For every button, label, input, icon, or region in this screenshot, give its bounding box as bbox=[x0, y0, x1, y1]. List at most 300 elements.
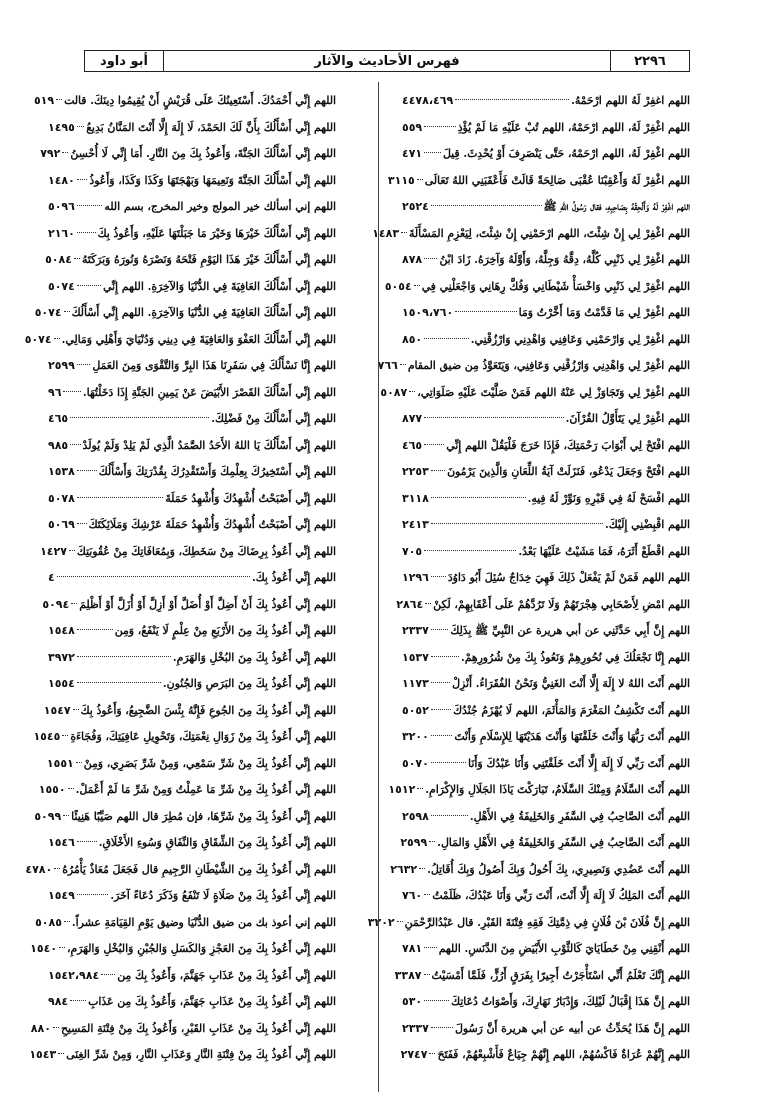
hadith-number: ٥٠٧٤ bbox=[48, 279, 75, 293]
index-entry bbox=[48, 989, 336, 1016]
dot-leader bbox=[63, 815, 69, 816]
hadith-number: ٧٩٢ bbox=[40, 147, 61, 160]
hadith-text: اللهم إِنِّي أَعُوذُ بِكَ مِنَ الشَّيْطَانِ الرَّجِيمِ قال فَجَعَلَ مُعَاذٌ يَأْمُرُهُ bbox=[62, 862, 336, 876]
hadith-number: ٥٠٥٢ bbox=[402, 703, 429, 717]
index-entry bbox=[402, 804, 690, 831]
dot-leader bbox=[77, 205, 103, 206]
hadith-text: اللهم إِنِّي أَعُوذُ بِكَ مِنْ عَذَابِ جَهَنَّمَ، وَأَعُوذُ بِكَ مِن عَذَابِ bbox=[88, 995, 336, 1008]
hadith-text: اللهم إِنِّي أَعُوذُ بِكَ مِنَ الشِّقَاقِ وَالنِّفَاقِ وَسُوءِ الأَخْلَاقِ. bbox=[98, 836, 336, 849]
hadith-text: اللهم إِنِّي أَسْأَلُكَ العَافِيَةَ فِي الدُّنْيَا وَالآخِرَةِ. اللهم إِنِّي أَسْأَلُكَ bbox=[71, 306, 336, 319]
hadith-text: اللهم إِنِّي أَعُوذُ بِكَ مِنَ البَرَصِ وَالجُنُونِ. bbox=[162, 677, 336, 690]
left-column bbox=[24, 88, 336, 1069]
hadith-text: اللهم أَنْتَ الصَّاحِبُ فِي السَّفَرِ وَالخَلِيفَةُ فِي الأَهْلِ. bbox=[469, 809, 690, 823]
dot-leader bbox=[414, 285, 420, 286]
dot-leader bbox=[77, 285, 101, 286]
index-entry bbox=[40, 141, 336, 168]
hadith-text: اللهم أَنْتَ المَلِكُ لَا إِلَهَ إِلَّا أَنْتَ، أَنْتَ رَبِّي وَأَنَا عَبْدُكَ، ظَلَمْتُ bbox=[432, 889, 690, 902]
hadith-text: اللهم إِنِّي أَسْأَلُكَ مِنْ فَضْلِكَ. bbox=[211, 412, 336, 425]
dot-leader bbox=[54, 338, 60, 339]
index-entry bbox=[402, 645, 690, 672]
hadith-number: ١٥٠٩،٧٦٠ bbox=[402, 306, 454, 319]
hadith-number: ٨٥٠ bbox=[402, 332, 423, 346]
hadith-number: ١٥٥٠ bbox=[38, 783, 66, 796]
dot-leader bbox=[431, 1027, 453, 1028]
hadith-text: اللهم إِنِّي أَعُوذُ بِكَ. bbox=[252, 571, 336, 584]
hadith-text: اللهم إِنِّي أَعُوذُ بِرِضَاكَ مِنْ سَخَطِكَ، وَبِمُعَافَاتِكَ مِنْ عُقُوبَتِكَ bbox=[76, 544, 336, 558]
dot-leader bbox=[424, 338, 469, 339]
dot-leader bbox=[59, 947, 65, 948]
index-entry bbox=[402, 512, 690, 539]
index-entry bbox=[402, 724, 690, 751]
hadith-number: ٤ bbox=[48, 571, 55, 584]
hadith-text: اللهم افْتَحْ وَجَعَلَ يَدْعُو، فَنَزَلَتْ آيَةُ اللِّعَانِ وَالَّذِينَ يَرْمُونَ bbox=[447, 465, 690, 478]
index-entry bbox=[48, 618, 336, 645]
hadith-number: ١٥٣٨ bbox=[48, 465, 75, 478]
index-entry bbox=[43, 698, 336, 725]
hadith-text: اللهم إِنِّي أَعُوذُ بِكَ مِنْ شَرِّ سَمْعِي، وَمِنْ شَرِّ بَصَرِي، وَمِنْ bbox=[83, 756, 336, 770]
hadith-number: ٥٠٦٩ bbox=[48, 518, 75, 531]
index-entry bbox=[388, 777, 690, 804]
hadith-number: ٢٢٥٣ bbox=[402, 465, 429, 478]
index-entry bbox=[402, 300, 690, 327]
dot-leader bbox=[431, 205, 542, 206]
dot-leader bbox=[429, 1053, 435, 1054]
dot-leader bbox=[431, 523, 603, 524]
hadith-number: ٢٥٢٤ bbox=[402, 200, 429, 213]
hadith-text: اللهم إِنِّي أَعُوذُ بِكَ مِنْ شَرِّ مَا عَمِلْتُ وَمِنْ شَرِّ مَا لَمْ أَعْمَلْ. bbox=[75, 783, 336, 796]
hadith-number: ٥٠٧٨ bbox=[48, 491, 75, 505]
dot-leader bbox=[77, 364, 91, 365]
index-entry bbox=[38, 777, 336, 804]
hadith-number: ٤٦٥ bbox=[402, 438, 423, 452]
hadith-text: اللهم إِنَّ أَبِي حَدَّثَنِي عن أبي هريرة عن النَّبِيِّ ﷺ بِذَلِكَ bbox=[450, 624, 690, 637]
hadith-text: اللهم إِنِّي أَعُوذُ بِكَ مِنَ الجُوعِ فَإِنَّهُ بِئْسَ الضَّجِيعُ، وَأَعُوذُ بِكَ bbox=[80, 703, 336, 717]
hadith-number: ٥٣٠ bbox=[402, 995, 423, 1008]
hadith-text: اللهم اغْفِرْ لِي ذَنْبِي كُلَّهُ، دِقَّهُ وَجِلَّهُ، وَأَوَّلَهُ وَآخِرَهُ. زَادَ ابْنُ bbox=[439, 253, 690, 266]
dot-leader bbox=[417, 788, 423, 789]
hadith-text: اللهم إِنِّي أَسْأَلُكَ خَيْرَهَا وَخَيْرَ مَا جَبَلْتَهَا عَلَيْهِ، وَأَعُوذُ بِكَ bbox=[97, 226, 336, 240]
dot-leader bbox=[431, 576, 446, 577]
index-entry bbox=[402, 327, 690, 354]
dot-leader bbox=[62, 152, 68, 153]
index-entry bbox=[40, 539, 336, 566]
hadith-number: ٢١٦٠ bbox=[48, 226, 75, 240]
hadith-text: اللهم إِنِّي أَعُوذُ بِكَ مِنْ عَذَابِ القَبْرِ، وَأَعُوذُ بِكَ مِنْ فِتْنَةِ المَسِيحِ bbox=[60, 1021, 336, 1035]
hadith-text: اللهم اغْفِرْ لِي ذَنْبِي وَاخْسَأْ شَيْطَانِي وَفُكَّ رِهَانِي وَاجْعَلْنِي فِي bbox=[421, 279, 690, 293]
hadith-number: ١٤٨٠ bbox=[48, 173, 75, 187]
hadith-number: ٢٨٦٤ bbox=[396, 597, 424, 611]
hadith-text: اللهم اللهم فَمَنْ لَمْ يَفْعَلْ ذَلِكَ فَهِيَ خِدَاجٌ سُئِلَ أَبُو دَاوُدَ bbox=[447, 571, 690, 584]
index-entry bbox=[372, 221, 690, 248]
index-entry bbox=[24, 327, 336, 354]
index-entry bbox=[45, 247, 336, 274]
index-entry bbox=[402, 539, 690, 566]
dot-leader bbox=[58, 1053, 64, 1054]
index-entry bbox=[48, 353, 336, 380]
dot-leader bbox=[424, 550, 516, 551]
hadith-number: ٣٣٨٧ bbox=[394, 968, 422, 982]
index-entry bbox=[402, 486, 690, 513]
index-entry bbox=[402, 751, 690, 778]
dot-leader bbox=[431, 762, 466, 763]
hadith-text: اللهم إِنِّي أَسْتَخِيرُكَ بِعِلْمِكَ وَأَسْتَقْدِرُكَ بِقُدْرَتِكَ وَأَسْأَلُكَ bbox=[98, 465, 336, 478]
hadith-number: ٩٨٥ bbox=[48, 438, 69, 452]
hadith-number: ٧٠٥ bbox=[402, 544, 423, 558]
index-entry bbox=[402, 936, 690, 963]
index-entry bbox=[402, 115, 690, 142]
dot-leader bbox=[400, 364, 406, 365]
dot-leader bbox=[77, 682, 161, 683]
index-entry bbox=[48, 645, 336, 672]
index-entry bbox=[402, 698, 690, 725]
hadith-number: ٥٠٨٧ bbox=[380, 385, 408, 399]
dot-leader bbox=[424, 1000, 449, 1001]
hadith-text: اللهم أَنْتَ الصَّاحِبُ فِي السَّفَرِ وَالخَلِيفَةُ فِي الأَهْلِ وَالمَالِ. bbox=[437, 836, 690, 849]
index-entry bbox=[396, 592, 690, 619]
hadith-text: اللهم إِنِّي أَعُوذُ بِكَ أَنْ أَضِلَّ أَوْ أُضَلَّ أَوْ أَزِلَّ أَوْ أُزَلَّ أَوْ أَظْلِمَ bbox=[79, 597, 336, 611]
index-entry bbox=[48, 883, 336, 910]
hadith-number: ٨٧٧ bbox=[402, 412, 423, 425]
index-entry bbox=[402, 830, 690, 857]
dot-leader bbox=[71, 603, 77, 604]
hadith-text: اللهم اغْفِرْ لِي يَتَأَوَّلُ القُرْآنَ. bbox=[565, 412, 690, 425]
dot-leader bbox=[431, 735, 452, 736]
hadith-number: ١٥٤٢،٩٨٤ bbox=[48, 968, 100, 982]
index-entry bbox=[33, 724, 336, 751]
dot-leader bbox=[77, 470, 97, 471]
hadith-number: ٤٤٧٨،٤٦٩ bbox=[402, 94, 454, 107]
hadith-number: ٣٢٠٠ bbox=[402, 730, 429, 743]
dot-leader bbox=[77, 232, 96, 233]
hadith-number: ١٤٩٥ bbox=[48, 120, 75, 134]
dot-leader bbox=[77, 523, 87, 524]
index-entry bbox=[402, 247, 690, 274]
hadith-number: ١٥٤٨ bbox=[48, 624, 75, 637]
hadith-number: ٣٢٠٢ bbox=[367, 915, 395, 929]
dot-leader bbox=[77, 497, 164, 498]
dot-leader bbox=[455, 99, 569, 100]
index-entry bbox=[48, 565, 336, 592]
hadith-number: ٧٨١ bbox=[402, 942, 423, 955]
index-entry bbox=[402, 141, 690, 168]
dot-leader bbox=[431, 682, 450, 683]
dot-leader bbox=[425, 603, 431, 604]
hadith-number: ١٥٥٤ bbox=[48, 677, 75, 690]
index-entry bbox=[42, 592, 336, 619]
hadith-number: ١٥١٢ bbox=[388, 783, 416, 796]
hadith-number: ٣١١٥ bbox=[387, 173, 415, 187]
hadith-text: اللهم إِنِّي أَسْأَلُكَ العَفْوَ وَالعَافِيَةَ فِي دِينِي وَدُنْيَايَ وَأَهْلِي وَمَالِي. bbox=[61, 332, 336, 346]
dot-leader bbox=[431, 709, 451, 710]
dot-leader bbox=[76, 762, 82, 763]
hadith-text: اللهم اغْفِرْ لِي وَارْحَمْنِي وَعَافِنِي وَاهْدِنِي وَارْزُقْنِي. bbox=[470, 332, 690, 346]
index-entry bbox=[25, 857, 336, 884]
hadith-number: ١٢٩٦ bbox=[402, 571, 429, 584]
dot-leader bbox=[64, 311, 70, 312]
hadith-number: ٢٤١٣ bbox=[402, 518, 429, 531]
index-entry bbox=[48, 194, 336, 221]
index-entry bbox=[402, 1042, 690, 1069]
index-entry bbox=[48, 486, 336, 513]
dot-leader bbox=[56, 99, 62, 100]
hadith-number: ٤٦٥ bbox=[48, 412, 69, 425]
dot-leader bbox=[77, 126, 84, 127]
dot-leader bbox=[424, 417, 563, 418]
hadith-number: ١٥٤٦ bbox=[48, 836, 75, 849]
hadith-text: اللهم إِنِّي أَصْبَحْتُ أُشْهِدُكَ وَأُشْهِدُ حَمَلَةَ عَرْشِكَ وَمَلَائِكَتَكَ bbox=[88, 518, 336, 531]
hadith-text: اللهم اغفِرْ لَهُ اللهم ارْحَمْهُ. bbox=[571, 94, 690, 107]
index-entry bbox=[48, 963, 336, 990]
hadith-text: اللهم إِنَّهُمْ عُرَاةٌ فَاكْسُهُمْ، اللهم إِنَّهُمْ جِيَاعٌ فَأَشْبِعْهُمْ، فَفَتَحَ bbox=[437, 1048, 690, 1061]
dot-leader bbox=[77, 894, 109, 895]
hadith-number: ٤٧١ bbox=[402, 147, 423, 160]
index-entry bbox=[387, 168, 690, 195]
hadith-number: ٥٠٧٠ bbox=[402, 756, 429, 770]
index-entry bbox=[48, 380, 336, 407]
hadith-number: ٧٦٦ bbox=[377, 359, 398, 372]
index-entry bbox=[48, 274, 336, 301]
hadith-text: اللهم اغْفِرْ لِي وَاهْدِنِي وَارْزُقْنِي وَعَافِنِي، وَيَتَعَوَّذُ مِن ضيق المقام bbox=[407, 359, 690, 372]
dot-leader bbox=[62, 735, 68, 736]
index-entry bbox=[48, 830, 336, 857]
dot-leader bbox=[417, 179, 423, 180]
hadith-number: ٥٠٩٦ bbox=[48, 200, 75, 213]
index-entry bbox=[402, 883, 690, 910]
hadith-text: اللهم إِنِّي أَسْأَلُكَ الجَنَّةَ وَنَعِيمَهَا وَبَهْجَتَهَا وَكَذَا وَكَذَا، وَأَعُوذُ bbox=[89, 173, 336, 187]
dot-leader bbox=[419, 868, 425, 869]
hadith-text: اللهم اغْفِرْ لِي وَتَجَاوَزْ لِي عَنْهُ اللهم فَمَنْ صَلَّيْتَ عَلَيْهِ صَلَوَاتِي، bbox=[417, 385, 690, 399]
dot-leader bbox=[409, 391, 415, 392]
hadith-text: اللهم أَنْتَ تَكْشِفُ المَغْرَمَ وَالمَأْثَمَ، اللهم لَا يُهْزَمُ جُنْدُكَ bbox=[453, 703, 690, 717]
index-entry bbox=[33, 88, 336, 115]
hadith-text: اللهم أَنْتَ السَّلَامُ وَمِنْكَ السَّلَامُ، تَبَارَكْتَ يَاذَا الجَلَالِ وَالإِكْرَامِ. bbox=[425, 783, 690, 796]
hadith-text: اللهم إِنِّي أَسْأَلُكَ بِأَنَّ لَكَ الحَمْدَ، لَا إِلَهَ إِلَّا أَنْتَ المَنَّانُ بَدِيعُ bbox=[86, 120, 336, 134]
hadith-text: اللهم اغْفِرْ لَهُ، اللهم ارْحَمْهُ، اللهم تُبْ عَلَيْهِ مَا لَمْ يُؤْذِ bbox=[457, 120, 690, 134]
dot-leader bbox=[74, 258, 80, 259]
dot-leader bbox=[431, 656, 459, 657]
index-entry bbox=[48, 115, 336, 142]
hadith-number: ٢٧٤٧ bbox=[400, 1048, 428, 1061]
index-entry bbox=[394, 963, 690, 990]
index-entry bbox=[384, 274, 690, 301]
hadith-text: اللهم إِنِّي أَسْأَلُكَ القَصْرَ الأَبْيَضَ عَنْ يَمِينِ الجَنَّةِ إِذَا دَخَلْتُهَا. bbox=[82, 385, 336, 399]
dot-leader bbox=[424, 126, 456, 127]
hadith-text: اللهم إِنِّي أَسْأَلُكَ خَيْرَ هَذَا اليَوْمِ فَتْحَهُ وَنَصْرَهُ وَنُورَهُ وَبَرَكَتَهُ bbox=[81, 253, 336, 266]
index-entry bbox=[402, 406, 690, 433]
dot-leader bbox=[455, 311, 516, 312]
hadith-number: ١٤٢٧ bbox=[40, 544, 67, 558]
hadith-text: اللهم إِنِّي أَعُوذُ بِكَ مِنْ شَرِّهَا، فإن مُطِرَ قال اللهم صَيِّبًا هَنِيئًا bbox=[71, 809, 336, 823]
hadith-text: اللهم إِنِّي أَعُوذُ بِكَ مِنْ صَلَاةٍ لَا تَنْفَعُ وَذَكَرَ دُعَاءً آخَرَ. bbox=[110, 889, 336, 902]
index-entry bbox=[402, 1016, 690, 1043]
hadith-text: اللهم إِنِّي أَعُوذُ بِكَ مِنَ الأَرْبَعِ مِنْ عِلْمٍ لَا يَنْفَعُ، وَمِن bbox=[114, 624, 336, 637]
index-entry bbox=[377, 353, 690, 380]
hadith-number: ٥٠٨٥ bbox=[35, 915, 62, 929]
hadith-text: اللهم اغْفِرْ لَهُ وَأَعْقِبْنَا عُقْبَى صَالِحَةً قَالَتْ فَأَعْقَبَنِي اللهُ تَعَالَى bbox=[424, 173, 690, 187]
hadith-text: اللهم إِنِّي أَصْبَحْتُ أُشْهِدُكَ وَأُشْهِدُ حَمَلَةَ bbox=[165, 491, 336, 505]
dot-leader bbox=[101, 974, 115, 975]
hadith-number: ٥٥٩ bbox=[402, 120, 423, 134]
dot-leader bbox=[424, 947, 437, 948]
hadith-text: اللهم إِنِّي أَعُوذُ بِكَ مِنَ العَجْزِ وَالكَسَلِ وَالجُبْنِ وَالبُخْلِ وَالهَرَمِ، bbox=[67, 942, 336, 955]
page-title: فهرس الأحاديث والآثار bbox=[163, 51, 610, 71]
hadith-text: اللهم إِنِّي أَعُوذُ بِكَ مِنْ زَوَالِ نِعْمَتِكَ، وَتَحْوِيلِ عَافِيَتِكَ، وَفُجَاءَةِ bbox=[70, 730, 336, 743]
hadith-number: ٥٠٧٤ bbox=[24, 332, 52, 346]
hadith-text: اللهم إِنَّا نَسْأَلُكَ فِي سَفَرِنَا هَذَا البِرَّ وَالتَّقْوَى وَمِنَ العَمَلِ bbox=[92, 359, 336, 372]
hadith-text: اللهم إِنِّي أَعُوذُ بِكَ مِنْ عَذَابِ جَهَنَّمَ، وَأَعُوذُ بِكَ مِن bbox=[117, 968, 336, 982]
column-divider bbox=[378, 82, 379, 1092]
hadith-text: اللهم إني أسألك خير المولج وخير المخرج، بسم الله bbox=[104, 200, 336, 213]
hadith-text: اللهم اغْفِرْ لِي مَا قَدَّمْتُ وَمَا أَخَّرْتُ وَمَا bbox=[518, 306, 690, 319]
index-entry bbox=[402, 618, 690, 645]
dot-leader bbox=[424, 152, 441, 153]
index-entry bbox=[48, 751, 336, 778]
index-entry bbox=[34, 300, 336, 327]
hadith-text: اللهم افْتَحْ لِي أَبْوَابَ رَحْمَتِكَ، فَإِذَا خَرَجَ فَلْيَقُلْ اللهم إِنِّي bbox=[446, 438, 690, 452]
index-entry bbox=[30, 936, 336, 963]
hadith-text: اللهم إِنَّا نَجْعَلُكَ فِي نُحُورِهِمْ وَنَعُوذُ بِكَ مِنْ شُرُورِهِمْ. bbox=[460, 650, 690, 664]
index-entry bbox=[402, 671, 690, 698]
index-entry bbox=[402, 433, 690, 460]
index-entry bbox=[48, 221, 336, 248]
hadith-text: اللهم أَنْتَ رَبُّهَا وَأَنْتَ خَلَقْتَهَا وَأَنْتَ هَدَيْتَهَا لِلإِسْلَامِ وَأَنْتَ bbox=[454, 730, 690, 743]
hadith-number: ٣١١٨ bbox=[402, 491, 429, 505]
hadith-text: اللهم إِنِّي أَعُوذُ بِكَ مِنَ البُخْلِ وَالهَرَمِ. bbox=[172, 650, 336, 664]
index-entry bbox=[48, 168, 336, 195]
dot-leader bbox=[424, 444, 444, 445]
hadith-number: ١٥٤٧ bbox=[43, 703, 71, 717]
dot-leader bbox=[54, 868, 60, 869]
hadith-text: اللهم امْضِ لِأَصْحَابِي هِجْرَتَهُمْ وَلَا تَرُدَّهُمْ عَلَى أَعْقَابِهِمْ، لَكِنْ bbox=[433, 597, 690, 611]
page-number: ٢٢٩٦ bbox=[610, 51, 689, 71]
hadith-text: اللهم أَنْتَ رَبِّي لَا إِلَهَ إِلَّا أَنْتَ خَلَقْتَنِي وَأَنَا عَبْدُكَ وَأَنَا bbox=[468, 756, 690, 770]
hadith-number: ٢٥٩٨ bbox=[402, 809, 429, 823]
hadith-number: ٢٥٩٩ bbox=[48, 359, 75, 372]
hadith-number: ٣٩٧٢ bbox=[48, 650, 75, 664]
hadith-text: اللهم أَنْقِنِي مِنْ خَطَايَايَ كَالثَّوْبِ الأَبْيَضِ مِنَ الدَّنَسِ. اللهم bbox=[438, 942, 690, 955]
hadith-text: اللهم اغْفِرْ لَهُ، اللهم ارْحَمْهُ، حَتَّى يَنْصَرِفَ أَوْ يُحْدِثَ. قِيلَ bbox=[443, 147, 690, 160]
hadith-number: ٩٦ bbox=[48, 385, 62, 399]
dot-leader bbox=[397, 921, 403, 922]
dot-leader bbox=[70, 1000, 86, 1001]
dot-leader bbox=[70, 444, 80, 445]
hadith-number: ٥٠٥٤ bbox=[384, 279, 412, 293]
hadith-text: اللهم أَنْتَ اللهُ لا إِلَهَ إِلَّا أَنْتَ الغَنِيُّ وَنَحْنُ الفُقَرَاءُ. أَنْزِلْ bbox=[452, 677, 690, 690]
dot-leader bbox=[57, 576, 250, 577]
index-entry bbox=[35, 910, 336, 937]
hadith-number: ١٤٨٣ bbox=[372, 226, 400, 240]
dot-leader bbox=[64, 921, 70, 922]
hadith-text: اللهم إِنَّ هَذَا إِقْبَالُ لَيْلِكَ، وَإِدْبَارُ نَهَارِكَ، وَأَصْوَاتُ دُعَاتِكَ bbox=[451, 995, 690, 1008]
index-entry bbox=[48, 433, 336, 460]
hadith-text: اللهم إِنَّ فُلَانَ بْنَ فُلَانٍ فِي ذِمَّتِكَ فَقِهِ فِتْنَةَ القَبْرِ. قال عَبْدُالرَّحْمَنِ bbox=[404, 915, 690, 929]
hadith-text: اللهم اقْطَعْ أَثَرَهُ، فَمَا مَشَيْتُ عَلَيْهَا بَعْدُ. bbox=[518, 544, 690, 558]
dot-leader bbox=[429, 841, 435, 842]
hadith-number: ١٥٤٩ bbox=[48, 889, 75, 902]
index-entry bbox=[30, 1016, 336, 1043]
dot-leader bbox=[70, 417, 209, 418]
index-entry bbox=[29, 1042, 336, 1069]
hadith-number: ١٥٤٥ bbox=[33, 730, 61, 743]
dot-leader bbox=[424, 258, 437, 259]
dot-leader bbox=[431, 470, 445, 471]
index-entry bbox=[390, 857, 690, 884]
hadith-text: اللهم إِنِّي أَعُوذُ بِكَ مِنْ فِتْنَةِ النَّارِ وَعَذَابِ النَّارِ، وَمِنْ شَرِّ الغِنَى bbox=[66, 1048, 336, 1061]
hadith-number: ٥٠٩٤ bbox=[42, 597, 70, 611]
index-entry bbox=[402, 88, 690, 115]
dot-leader bbox=[431, 815, 468, 816]
index-entry bbox=[402, 194, 690, 221]
dot-leader bbox=[63, 391, 80, 392]
hadith-number: ١٥٥١ bbox=[46, 756, 74, 770]
hadith-number: ٢٣٣٧ bbox=[402, 624, 429, 637]
hadith-number: ٩٨٤ bbox=[48, 995, 69, 1008]
dot-leader bbox=[424, 894, 430, 895]
index-entry bbox=[367, 910, 690, 937]
index-entry bbox=[402, 989, 690, 1016]
hadith-text: اللهم افْسَحْ لَهُ فِي قَبْرِهِ وَنَوِّرْ لَهُ فِيهِ. bbox=[527, 491, 690, 505]
hadith-number: ٤٧٨٠ bbox=[25, 862, 53, 876]
dot-leader bbox=[431, 629, 448, 630]
index-entry bbox=[34, 804, 336, 831]
dot-leader bbox=[401, 232, 407, 233]
hadith-text: اللهم اغْفِرْ لَهُ وَأَلْحِقْهُ بِصَاحِبِهِ، فقال رَسُولُ اللهِ ﷺ bbox=[543, 200, 690, 213]
hadith-number: ١٥٣٧ bbox=[402, 650, 429, 664]
hadith-text: اللهم إِنِّي أَحْمَدُكَ. أَسْتَعِينُكَ عَلَى قُرَيْشٍ أَنْ يُقِيمُوا دِينَكَ. قالت bbox=[64, 94, 336, 107]
hadith-number: ٥٠٧٤ bbox=[34, 306, 62, 319]
hadith-number: ٨٧٨ bbox=[402, 253, 423, 266]
hadith-number: ٥٠٨٤ bbox=[45, 253, 72, 266]
dot-leader bbox=[69, 550, 75, 551]
index-entry bbox=[380, 380, 690, 407]
dot-leader bbox=[73, 709, 79, 710]
index-entry bbox=[48, 671, 336, 698]
hadith-number: ٢٦٣٢ bbox=[390, 862, 418, 876]
hadith-number: ١٥٤٣ bbox=[29, 1048, 57, 1061]
hadith-text: اللهم إِنَّكَ تَعْلَمُ أَنِّي اسْتَأْجَرْتُ أَجِيرًا بِفَرَقٍ أَرُزٍّ، فَلَمَّا أَمْسَيْتُ bbox=[431, 968, 690, 982]
hadith-number: ١٥٤٠ bbox=[30, 942, 58, 955]
dot-leader bbox=[77, 629, 113, 630]
dot-leader bbox=[53, 1027, 59, 1028]
hadith-text: اللهم إني أعوذ بك من ضيق الدُّنْيَا وضيق يَوْمِ القِيَامَةِ عشراً. bbox=[71, 915, 336, 929]
hadith-text: اللهم إِنَّ هَذَا يُحَدِّثُ عن أبيه عن أبي هريرة أَنَّ رَسُولَ bbox=[455, 1021, 690, 1035]
dot-leader bbox=[77, 179, 88, 180]
hadith-number: ٢٥٩٩ bbox=[400, 836, 428, 849]
book-name: أبو داود bbox=[100, 53, 148, 69]
hadith-number: ٥١٩ bbox=[33, 94, 55, 107]
dot-leader bbox=[77, 841, 97, 842]
page-header bbox=[84, 50, 690, 72]
dot-leader bbox=[68, 788, 74, 789]
hadith-text: اللهم إِنِّي أَسْأَلُكَ الجَنَّةَ، وَأَعُوذُ بِكَ مِنَ النَّارِ. أَمَا إِنِّي لَا أُحْسِنُ bbox=[70, 147, 336, 160]
dot-leader bbox=[77, 656, 171, 657]
hadith-number: ٨٨٠ bbox=[30, 1021, 51, 1035]
hadith-text: اللهم أَنْتَ عَضُدِي وَنَصِيرِي، بِكَ أَحُولُ وَبِكَ أَصُولُ وَبِكَ أُقَاتِلُ. bbox=[427, 862, 690, 876]
index-entry bbox=[402, 459, 690, 486]
hadith-number: ٢٣٣٧ bbox=[402, 1021, 429, 1035]
hadith-text: اللهم اغْفِرْ لِي إِنْ شِئْتَ، اللهم ارْحَمْنِي إِنْ شِئْتَ، لِيَعْزِمِ المَسْأَلَةَ bbox=[409, 226, 690, 240]
dot-leader bbox=[424, 974, 430, 975]
index-entry bbox=[48, 512, 336, 539]
hadith-text: اللهم اقْبِضْنِي إِلَيْكَ. bbox=[605, 518, 690, 531]
hadith-number: ٥٠٩٩ bbox=[34, 809, 62, 823]
hadith-text: اللهم إِنِّي أَسْأَلُكَ العَافِيَةَ فِي الدُّنْيَا وَالآخِرَةِ. اللهم إِنِّي bbox=[103, 279, 336, 293]
hadith-number: ٧٦٠ bbox=[402, 889, 423, 902]
dot-leader bbox=[431, 497, 526, 498]
hadith-number: ١١٧٣ bbox=[402, 677, 429, 690]
right-column bbox=[367, 88, 690, 1069]
index-entry bbox=[48, 406, 336, 433]
